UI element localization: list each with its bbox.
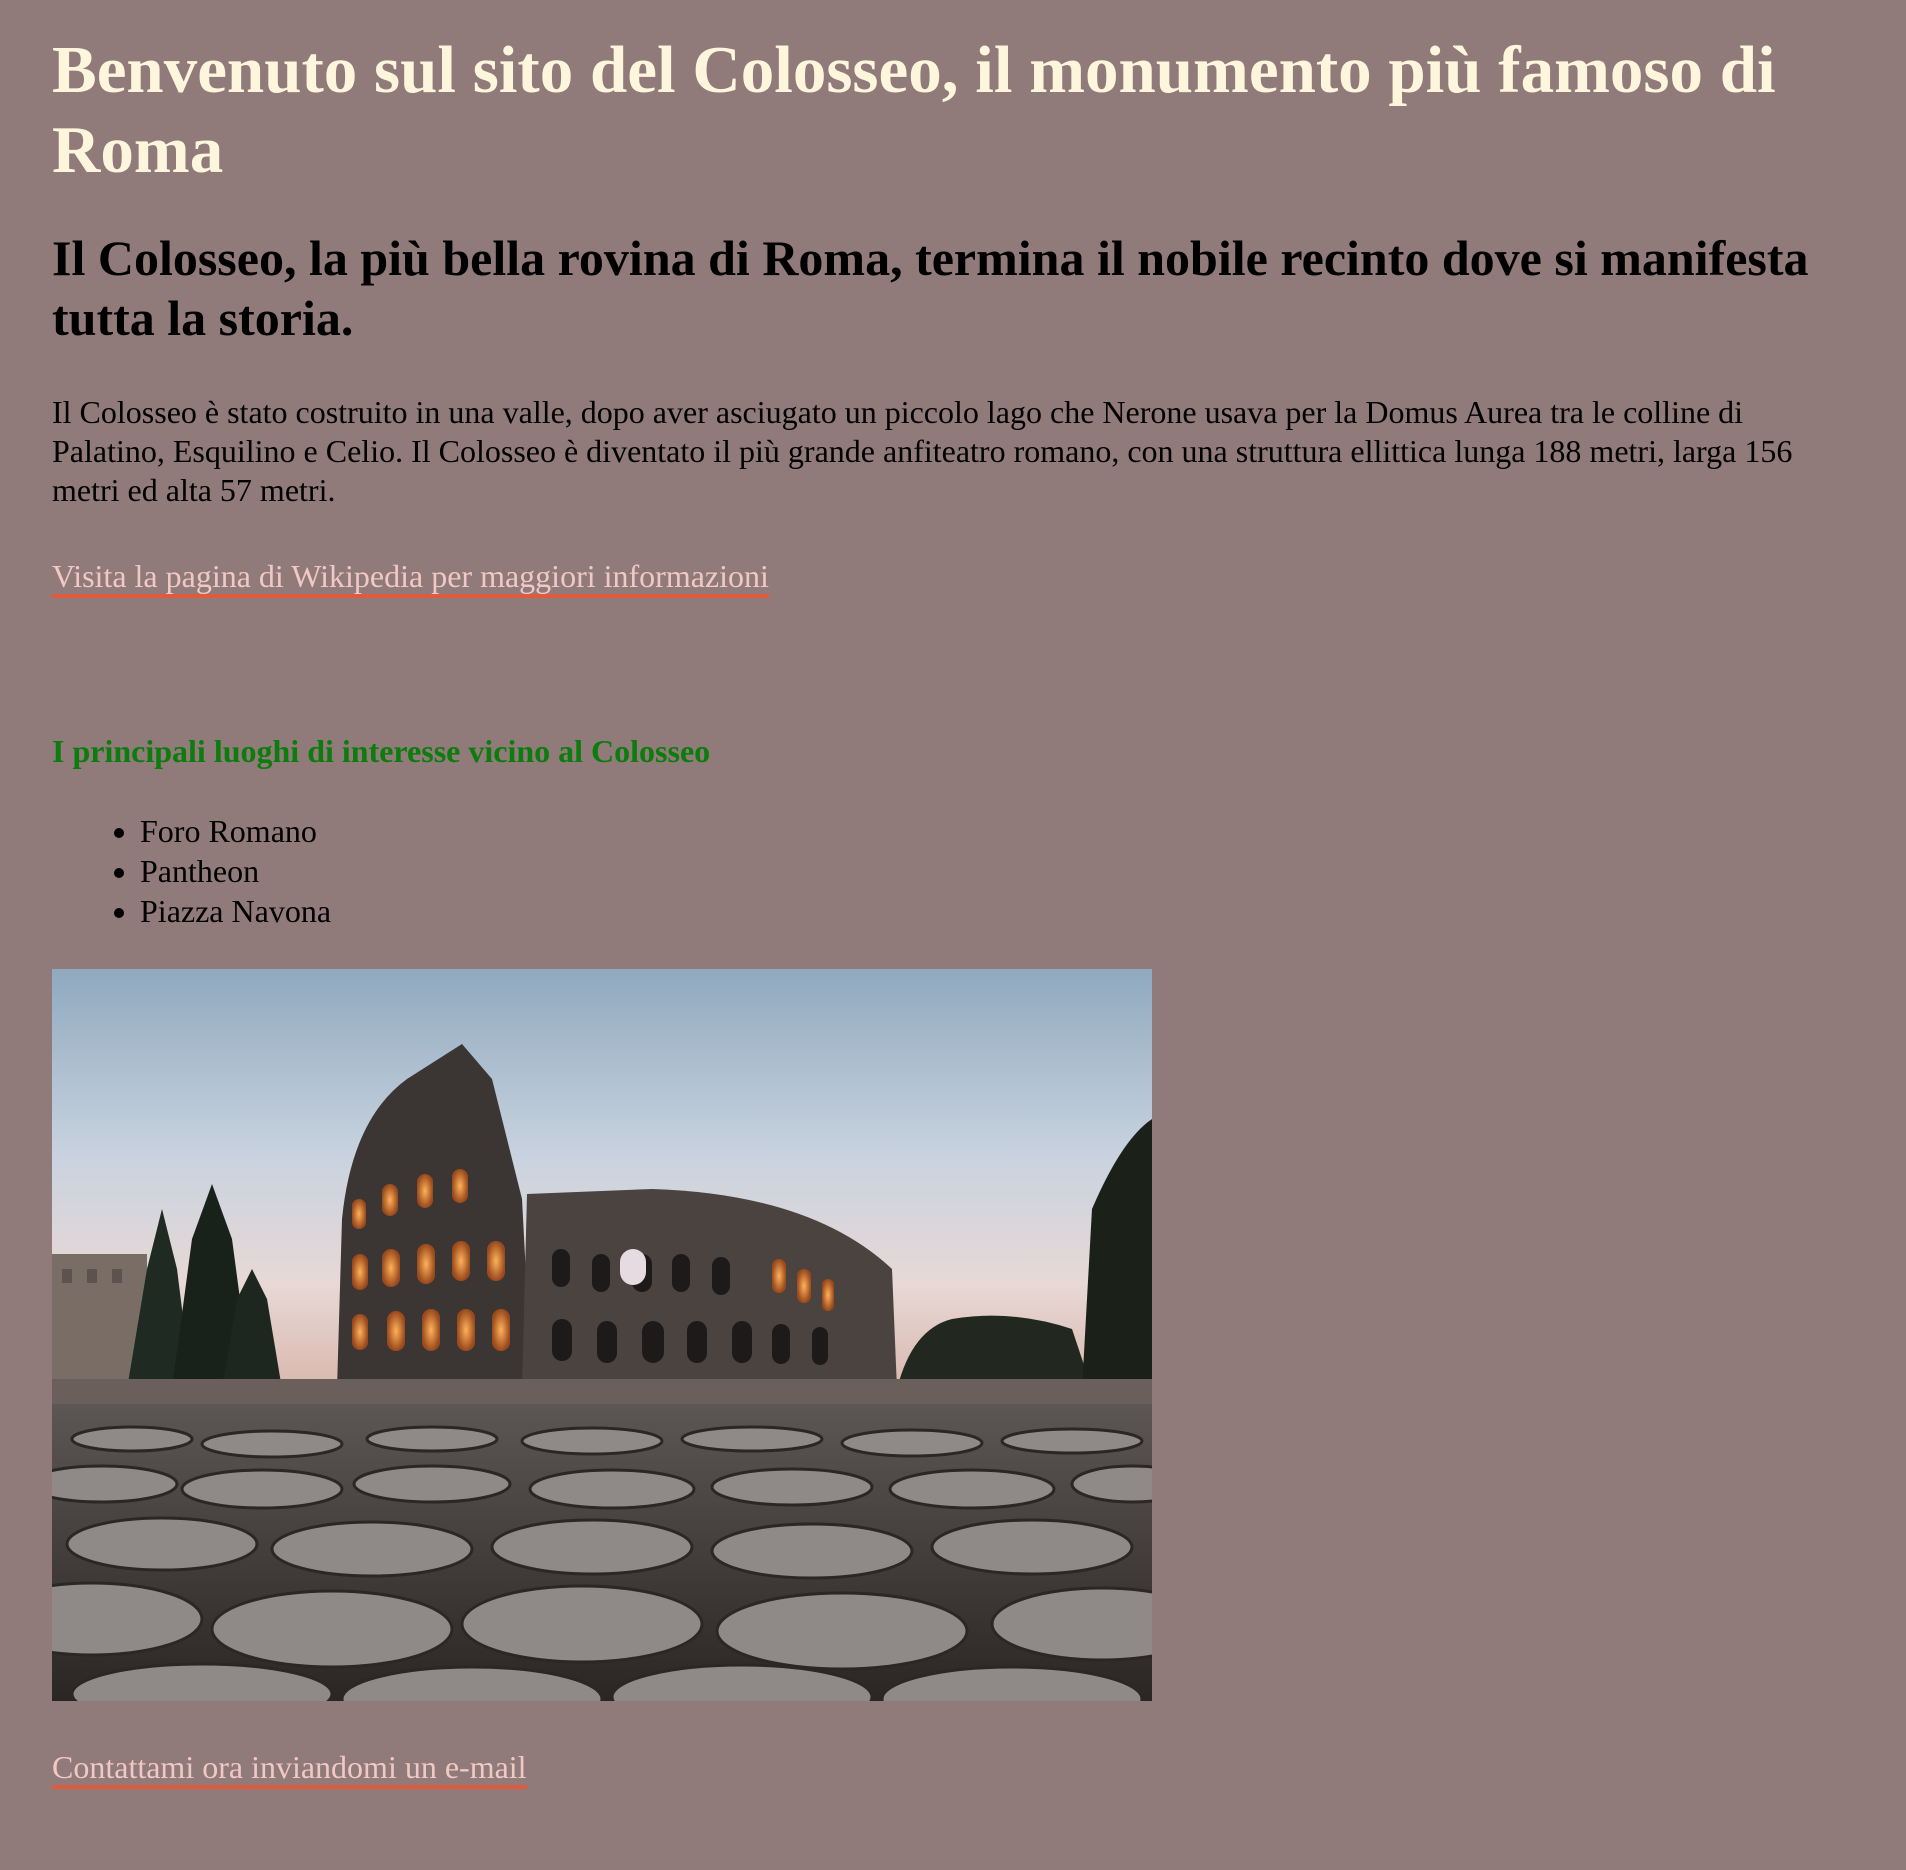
list-item: • Piazza Navona <box>140 891 1854 931</box>
list-item: • Pantheon <box>140 851 1854 891</box>
places-heading: I principali luoghi di interesse vicino al Colosseo <box>52 733 711 769</box>
contact-email-link[interactable]: Contattami ora inviandomi un e-mail <box>52 1749 527 1789</box>
places-list <box>52 811 1854 931</box>
intro-paragraph: Il Colosseo è stato costruito in una valle, dopo aver asciugato un piccolo lago che Nerone usava per la Domus Aurea tra le colline di Palatino, Esquilino e Celio. Il Colosseo è diventato il più grande anfiteatro romano, con una struttura ellittica lunga 188 metri, larga 156 metri ed alta 57 metri. <box>52 394 1793 508</box>
wikipedia-link[interactable]: Visita la pagina di Wikipedia per maggiori informazioni <box>52 558 769 598</box>
wiki-link-container <box>52 558 1854 598</box>
page-subtitle: Il Colosseo, la più bella rovina di Roma, termina il nobile recinto dove si manifesta tutta la storia. <box>52 230 1809 346</box>
colosseum-photo <box>52 969 1152 1701</box>
list-item: • Foro Romano <box>140 811 1854 851</box>
contact-link-container <box>52 1749 1854 1789</box>
page-title: Benvenuto sul sito del Colosseo, il monumento più famoso di Roma <box>52 33 1776 187</box>
